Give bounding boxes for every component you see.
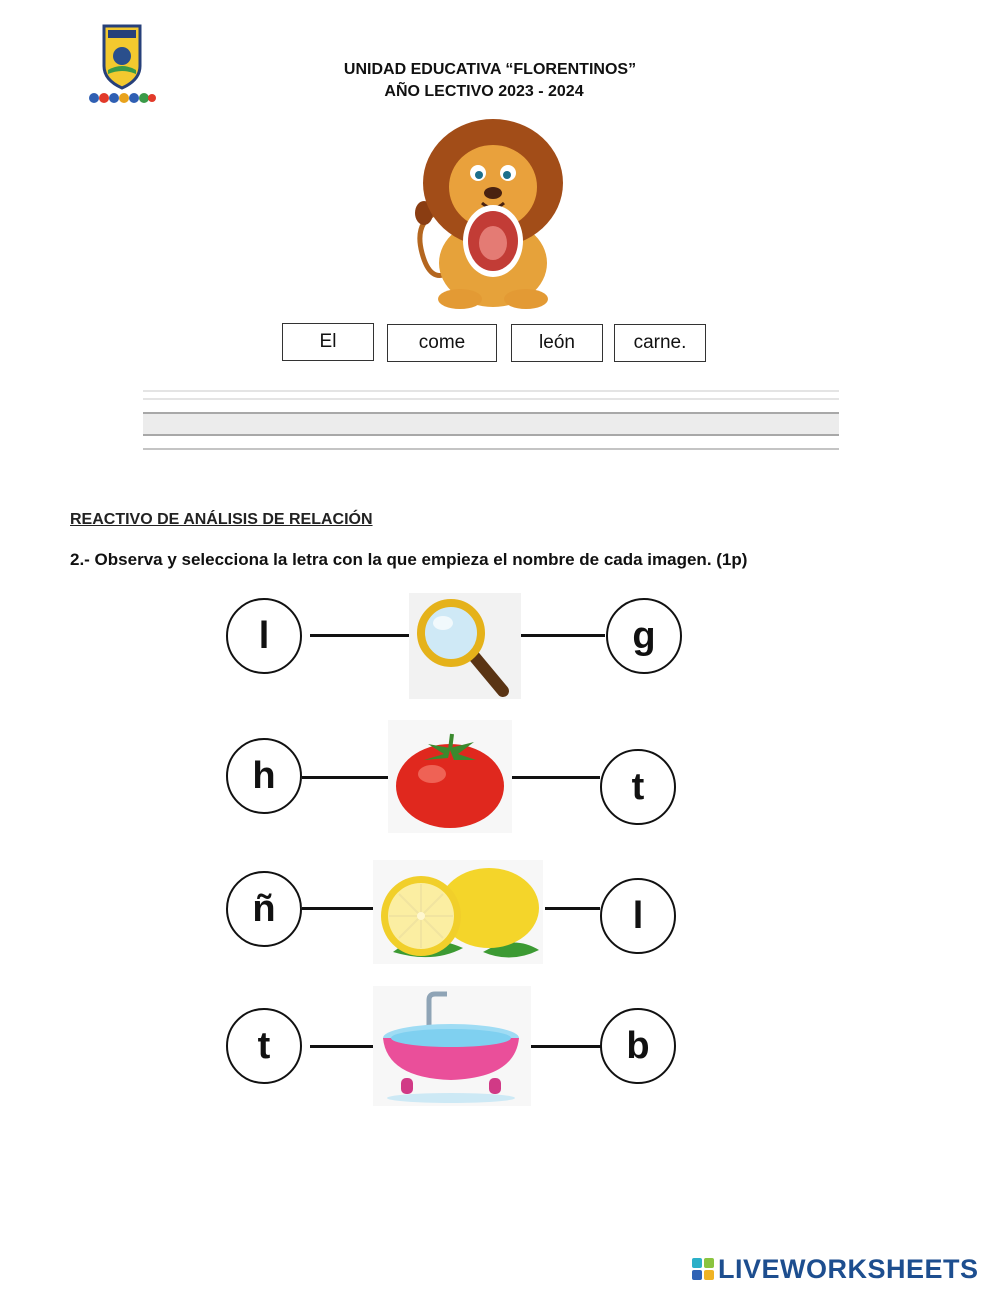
option-left-4[interactable]: t [226,1008,302,1084]
connector-line [310,1045,374,1048]
connector-line [310,634,410,637]
bathtub-icon [373,986,531,1106]
connector-line [521,634,605,637]
tomato-icon [388,720,512,833]
option-right-4[interactable]: b [600,1008,676,1084]
lion-eating-meat-icon [408,113,578,313]
lemon-icon [373,860,543,964]
school-name: UNIDAD EDUCATIVA “FLORENTINOS” [343,61,637,78]
option-left-2[interactable]: h [226,738,302,814]
brand-text: LIVEWORKSHEETS [718,1253,979,1284]
option-left-1[interactable]: l [226,598,302,674]
option-left-3[interactable]: ñ [226,871,302,947]
section-title: REACTIVO DE ANÁLISIS DE RELACIÓN [70,511,373,528]
option-right-3[interactable]: l [600,878,676,954]
word-box-3[interactable]: león [511,324,603,362]
liveworksheets-logo-icon [692,1258,714,1280]
connector-line [302,776,389,779]
connector-line [531,1045,601,1048]
writing-lines[interactable] [143,388,839,452]
word-box-1[interactable]: El [282,323,374,361]
question-text: 2.- Observa y selecciona la letra con la que empieza el nombre de cada imagen. (1p) [70,550,748,569]
school-year: AÑO LECTIVO 2023 - 2024 [384,83,584,100]
option-right-2[interactable]: t [600,749,676,825]
word-box-2[interactable]: come [387,324,497,362]
option-right-1[interactable]: g [606,598,682,674]
connector-line [302,907,374,910]
word-box-4[interactable]: carne. [614,324,706,362]
liveworksheets-brand [692,1253,979,1285]
magnifying-glass-icon [409,593,521,699]
connector-line [545,907,600,910]
connector-line [512,776,600,779]
